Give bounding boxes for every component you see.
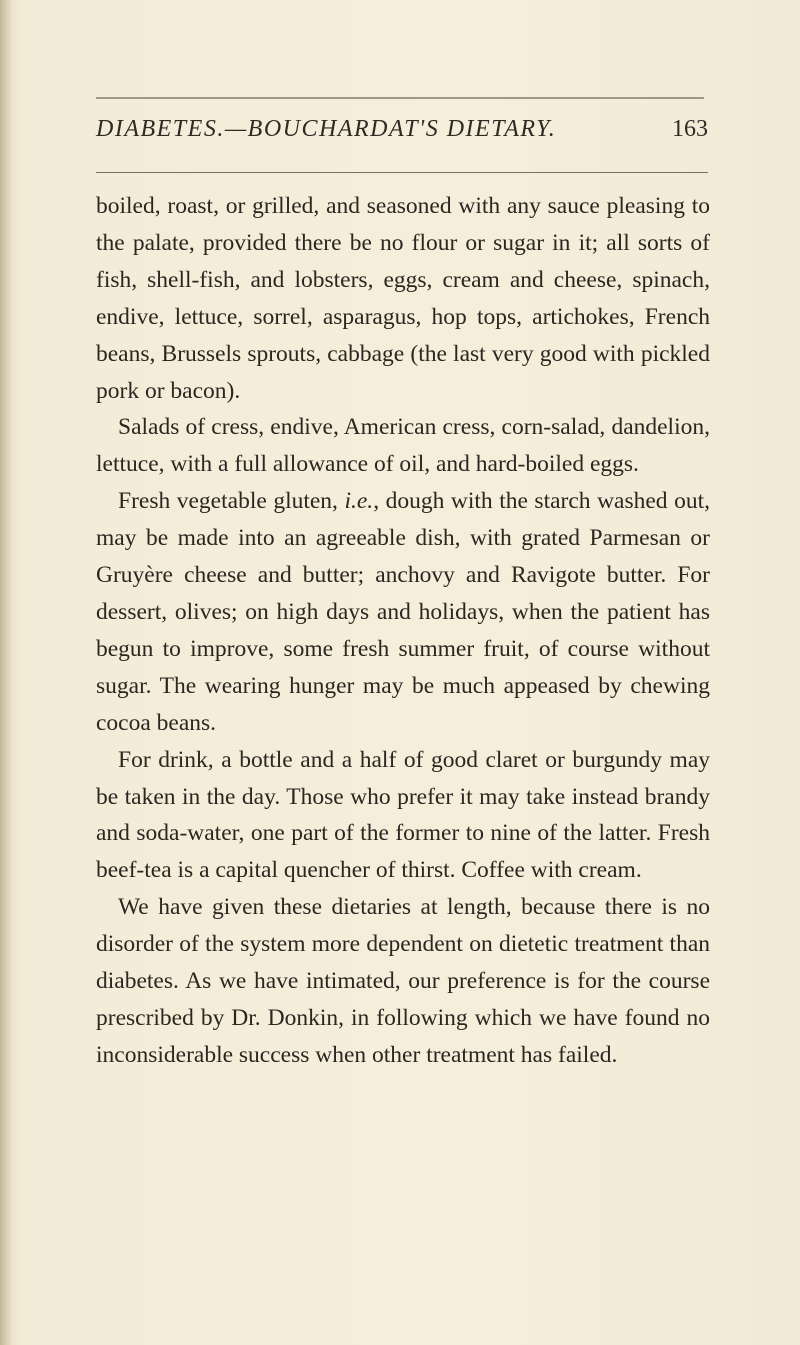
page-number: 163 [672, 116, 708, 142]
paragraph-4: For drink, a bottle and a half of good claret or burgundy may be taken in the day. Those who prefer it may take instead brandy and soda-water, one part of the former to nine of the latter. Fresh beef-tea is a capital quencher of thirst. Coffee with cream. [96, 746, 710, 884]
body-text [96, 188, 710, 1074]
header-rule [96, 172, 708, 173]
paragraph-3 [96, 483, 710, 741]
binding-edge [0, 0, 12, 1345]
paragraph-5: We have given these dietaries at length, because there is no disorder of the system more dependent on dietetic treatment than diabetes. As we have intimated, our preference is for the course prescribed by Dr. Donkin, in following which we have found no inconsiderable success when other treatment has failed. [96, 894, 710, 1068]
paragraph-3-rest: , dough with the starch washed out, may be made into an agreeable dish, with grated Parmesan or Gruyère cheese and butter; anchovy and Ravigote butter. For dessert, olives; on high days and holidays, when the patient has begun to improve, some fresh summer fruit, of course without sugar. The wearing hunger may be much appeased by chewing cocoa beans. [96, 488, 710, 736]
paragraph-2: Salads of cress, endive, American cress, corn-salad, dandelion, lettuce, with a full allowance of oil, and hard-boiled eggs. [96, 414, 710, 478]
italic-ie: i.e. [344, 488, 374, 515]
paragraph-3-start: Fresh vegetable gluten, [118, 488, 345, 515]
top-rule [96, 97, 704, 99]
running-head: DIABETES.—BOUCHARDAT'S DIETARY. [96, 116, 557, 142]
page-header [96, 116, 708, 156]
paragraph-1: boiled, roast, or grilled, and seasoned with any sauce pleasing to the palate, provided there be no flour or sugar in it; all sorts of fish, shell-fish, and lobsters, eggs, cream and cheese, spinach, endive, lettuce, sorrel, asparagus, hop tops, artichokes, French beans, Brussels sprouts, cabbage (the last very good with pickled pork or bacon). [96, 193, 710, 404]
